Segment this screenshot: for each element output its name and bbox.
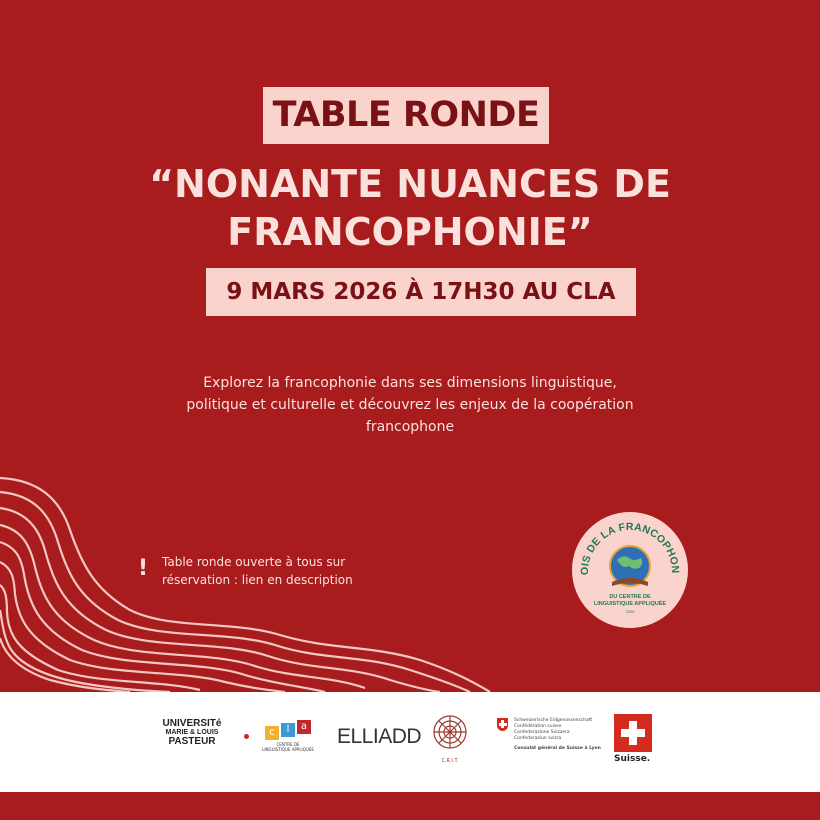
cla-logo [258,720,318,752]
cla-letters: c l a [258,720,318,740]
badge-arc-text: OIS DE LA FRANCOPHON [578,520,682,576]
university-line-1: UNIVERSITé [162,718,222,729]
description-line-2: politique et culturelle et découvrez les enjeux de la coopération [186,397,634,413]
university-line-2: MARIE & LOUIS [165,729,219,736]
crit-logo [430,712,470,764]
exclamation-icon: ! [138,556,149,581]
notice-line-1: Table ronde ouverte à tous sur [162,555,346,569]
university-logo [152,719,232,747]
title-line-1: “NONANTE NUANCES DE [149,162,671,206]
description-line-3: francophone [365,419,455,435]
crit-emblem-icon [430,712,470,754]
separator-dot [244,734,249,739]
suisse-label: Suisse. [614,754,651,764]
confed-line-5: Consulat général de Suisse à Lyon [514,746,601,751]
badge-line-2: LINGUISTIQUE APPLIQUÉE [593,601,667,607]
notice-line-2: réservation : lien en description [162,573,353,587]
suisse-flag-icon [614,714,652,752]
partner-logos-footer [0,692,820,792]
confed-line-1: Schweizerische Eidgenossenschaft [514,718,593,723]
badge-line-1: DU CENTRE DE [609,594,651,600]
event-description [160,372,660,438]
crit-name: C.R.I.T. [441,758,459,764]
bottom-bar [0,792,820,820]
event-date: 9 MARS 2026 À 17H30 AU CLA [206,268,636,316]
confed-line-3: Confederazione Svizzera [514,730,570,735]
title-line-2: FRANCOPHONIE” [227,210,593,254]
confed-line-4: Confederaziun svizra [514,736,562,741]
swiss-confederation-text [514,718,614,752]
university-line-3: PASTEUR [168,736,216,747]
event-title [100,160,720,256]
badge-year: 2026 [625,609,635,614]
badge-graphic [572,512,688,628]
confed-line-2: Confédération suisse [514,724,562,729]
cla-line-1: CENTRE DE [276,742,300,747]
description-line-1: Explorez la francophonie dans ses dimensions linguistique, [203,375,617,391]
reservation-notice [162,553,392,589]
francophonie-month-badge [572,512,688,628]
swiss-shield-icon [497,718,508,731]
elliadd-logo: ELLIADD [337,725,422,748]
event-type-label: TABLE RONDE [263,87,549,144]
cla-line-2: LINGUISTIQUE APPLIQUÉE [262,747,314,752]
